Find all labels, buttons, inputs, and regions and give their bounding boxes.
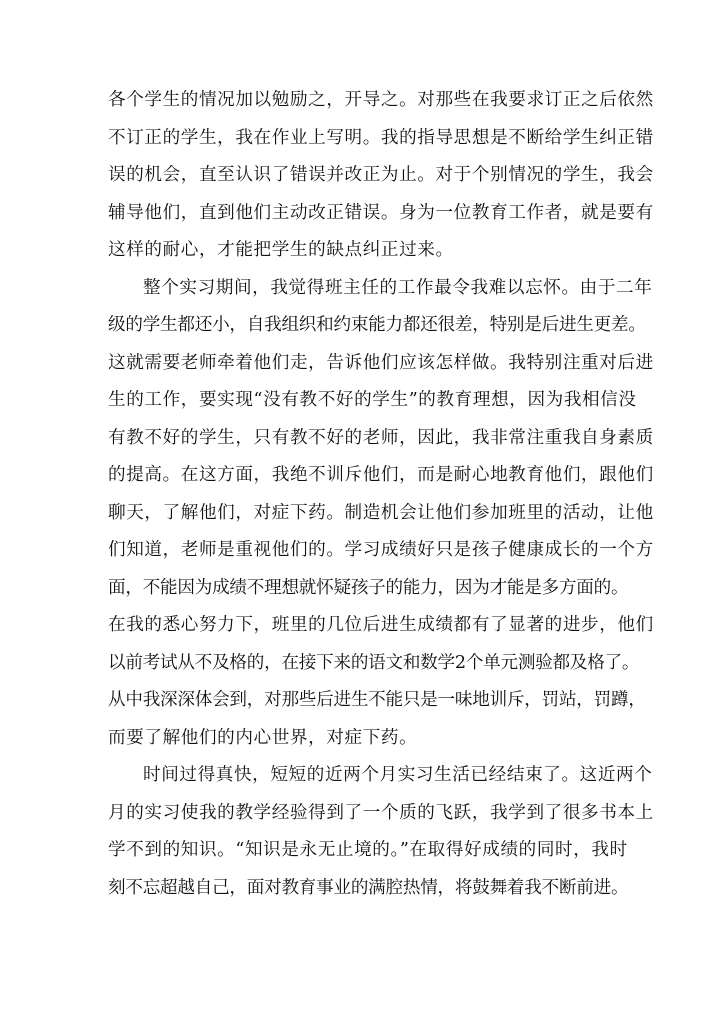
text-line: 误的机会，直至认识了错误并改正为止。对于个别情况的学生，我会 — [108, 165, 654, 185]
text-line: 整个实习期间，我觉得班主任的工作最令我难以忘怀。由于二年 — [143, 277, 653, 298]
text-line: 学不到的知识。“知识是永无止境的。”在取得好成绩的同时，我时 — [108, 840, 628, 860]
text-line: 在我的悉心努力下，班里的几位后进生成绩都有了显著的进步，他们 — [108, 615, 654, 635]
text-line: 从中我深深体会到，对那些后进生不能只是一味地训斥，罚站，罚蹲， — [108, 690, 646, 710]
text-line: 有教不好的学生，只有教不好的老师，因此，我非常注重我自身素质 — [108, 427, 654, 448]
text-line: 时间过得真快，短短的近两个月实习生活已经结束了。这近两个 — [143, 765, 653, 785]
text-line: 这就需要老师牵着他们走，告诉他们应该怎样做。我特别注重对后进 — [108, 352, 654, 373]
text-line: 各个学生的情况加以勉励之，开导之。对那些在我要求订正之后依然 — [108, 90, 654, 110]
paragraph — [108, 270, 654, 758]
document-body — [108, 82, 654, 907]
text-line: 们知道，老师是重视他们的。学习成绩好只是孩子健康成长的一个方 — [108, 540, 654, 560]
text-line: 以前考试从不及格的，在接下来的语文和数学2个单元测验都及格了。 — [108, 652, 640, 673]
text-line: 而要了解他们的内心世界，对症下药。 — [108, 727, 418, 748]
paragraph — [108, 82, 654, 270]
text-line: 刻不忘超越自己，面对教育事业的满腔热情，将鼓舞着我不断前进。 — [108, 877, 629, 898]
text-line: 不订正的学生，我在作业上写明。我的指导思想是不断给学生纠正错 — [108, 127, 654, 148]
text-line: 月的实习使我的教学经验得到了一个质的飞跃，我学到了很多书本上 — [108, 802, 654, 823]
text-line: 级的学生都还小，自我组织和约束能力都还很差，特别是后进生更差。 — [108, 315, 646, 335]
text-line: 辅导他们，直到他们主动改正错误。身为一位教育工作者，就是要有 — [108, 202, 654, 223]
text-line: 聊天，了解他们，对症下药。制造机会让他们参加班里的活动，让他 — [108, 502, 654, 523]
text-line: 这样的耐心，才能把学生的缺点纠正过来。 — [108, 240, 454, 260]
text-line: 生的工作，要实现“没有教不好的学生”的教育理想，因为我相信没 — [108, 390, 637, 410]
text-line: 的提高。在这方面，我绝不训斥他们，而是耐心地教育他们，跟他们 — [108, 465, 654, 485]
text-line: 面，不能因为成绩不理想就怀疑孩子的能力，因为才能是多方面的。 — [108, 577, 629, 598]
paragraph — [108, 757, 654, 907]
